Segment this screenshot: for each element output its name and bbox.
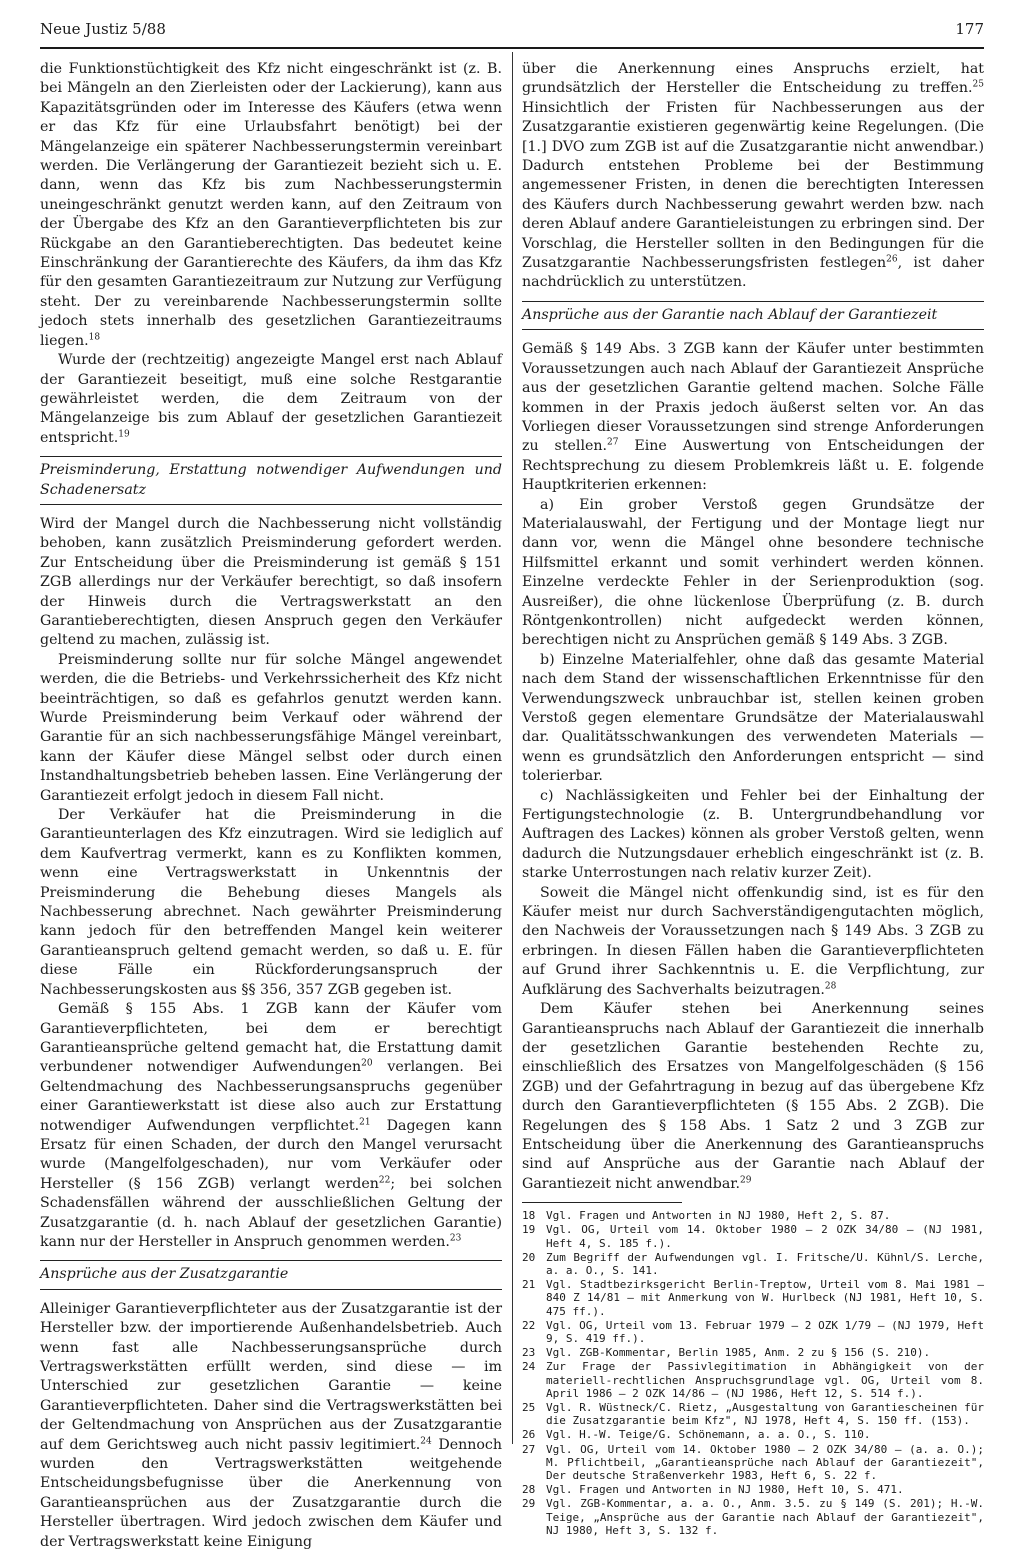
footnote-number: 21 — [522, 1278, 536, 1292]
footnote-ref[interactable]: 21 — [359, 1116, 371, 1127]
left-column — [40, 60, 502, 1552]
footnote-rule — [522, 1202, 682, 1203]
journal-title: Neue Justiz 5/88 — [40, 20, 166, 38]
footnote-number: 23 — [522, 1346, 536, 1360]
footnote-text: Zum Begriff der Aufwendungen vgl. I. Fritsche/U. Kühnl/S. Lerche, a. a. O., S. 141. — [546, 1250, 984, 1277]
footnote-number: 18 — [522, 1209, 536, 1223]
section-rule — [40, 456, 502, 457]
footnote-number: 24 — [522, 1360, 536, 1374]
paragraph: Der Verkäufer hat die Preisminderung in die Garantieunterlagen des Kfz einzutragen. Wird sie lediglich auf dem Kaufvertrag vermerkt, kann es zu Konflikten kommen, wenn eine Vertragswerkstatt in Unkenntnis der Preisminderung die Behebung dieses Mangels als Nachbesserung abrechnet. Nach gewährter Preisminderung kann jedoch für den betreffenden Mangel kein weiterer Garantieanspruch geltend gemacht werden, so daß u. E. für diese Fälle ein Rückforderungsanspruch der Nachbesserungskosten aus §§ 356, 357 ZGB gegeben ist. — [40, 807, 502, 998]
footnote-number: 26 — [522, 1428, 536, 1442]
section-heading: Ansprüche aus der Garantie nach Ablauf der Garantiezeit — [522, 306, 984, 330]
paragraph-text: über die Anerkennung eines Anspruchs erzielt, hat grundsätzlich der Hersteller die Entscheidung zu treffen. — [522, 61, 984, 97]
footnote — [522, 1483, 984, 1496]
paragraph-text: Alleiniger Garantieverpflichteter aus der Zusatzgarantie ist der Hersteller bzw. der importierende Außenhandelsbetrieb. Auch wenn fast alle Nachbesserungsansprüche durch Vertragswerkstätten erfüllt werden, sind diese — im Unterschied zur gesetzlichen Garantie — keine Garantieverpflichteten. Daher sind die Vertragswerkstätten bei der Geltendmachung von Ansprüchen aus der Zusatzgarantie auf dem Gerichtsweg auch nicht passiv legitimiert. — [40, 1300, 502, 1453]
section-rule — [522, 301, 984, 302]
footnote-text: Vgl. OG, Urteil vom 14. Oktober 1980 — 2 OZK 34/80 — (NJ 1981, Heft 4, S. 185 f.). — [546, 1223, 984, 1250]
footnote — [522, 1360, 984, 1400]
paragraph-text: Dem Käufer stehen bei Anerkennung seines Garantieanspruchs nach Ablauf der Garantiezeit die innerhalb der gesetzlichen Garantie bestehenden Rechte zu, einschließlich des Ersatzes von Mangelfolgeschäden (§ 156 ZGB) und der Gefahrtragung in bezug auf das übergebene Kfz durch den Garantieverpflichteten (§ 155 Abs. 2 ZGB). Die Regelungen des § 158 Abs. 1 Satz 2 und 3 ZGB zur Entscheidung über die Anerkennung des Garantieanspruchs sind auf Ansprüche aus der Garantie nach Ablauf der Garantiezeit nicht anwendbar. — [522, 1001, 984, 1192]
footnote-text: Vgl. R. Wüstneck/C. Rietz, „Ausgestaltung von Garantiescheinen für die Zusatzgarantie beim Kfz", NJ 1978, Heft 4, S. 150 ff. (153). — [546, 1401, 984, 1428]
footnote-number: 19 — [522, 1223, 536, 1237]
footnote-text: Vgl. ZGB-Kommentar, Berlin 1985, Anm. 2 zu § 156 (S. 210). — [546, 1346, 931, 1360]
footnote-ref[interactable]: 29 — [740, 1175, 752, 1186]
footnote-ref[interactable]: 25 — [972, 79, 984, 90]
footnote-text: Vgl. OG, Urteil vom 14. Oktober 1980 — 2 OZK 34/80 — (a. a. O.); M. Pflichtbeil, „Garantieansprüche nach Ablauf der Garantiezeit", Der deutsche Straßenverkehr 1983, Heft 6, S. 22 f. — [546, 1442, 984, 1483]
footnote-ref[interactable]: 23 — [449, 1233, 462, 1244]
footnote — [522, 1401, 984, 1427]
footnote-ref[interactable]: 19 — [118, 428, 130, 439]
column-divider — [512, 52, 513, 1444]
footnote — [522, 1209, 984, 1222]
paragraph-text: Dagegen kann Ersatz für einen Schaden, der durch den Mangel verursacht wurde (Mangelfolgeschaden), nur vom Verkäufer oder Hersteller (§ 156 ZGB) verlangt werden — [40, 1117, 502, 1192]
section-heading: Ansprüche aus der Zusatzgarantie — [40, 1265, 502, 1289]
footnote-text: Zur Frage der Passivlegitimation in Abhängigkeit von der materiell-rechtlichen Anspruchsgrundlage vgl. OG, Urteil vom 8. April 1986 — 2 OZK 14/86 — (NJ 1986, Heft 12, S. 514 f.). — [546, 1360, 984, 1400]
section-heading: Preisminderung, Erstattung notwendiger Aufwendungen und Schadenersatz — [40, 461, 502, 505]
footnote-ref[interactable]: 27 — [607, 437, 619, 448]
footnote-text: Vgl. Stadtbezirksgericht Berlin-Treptow, Urteil vom 8. Mai 1981 — 840 Z 14/81 — mit Anmerkung von W. Hurlbeck (NJ 1981, Heft 10, S. 475 ff.). — [546, 1278, 984, 1318]
paragraph-text: Gemäß § 155 Abs. 1 ZGB kann der Käufer vom Garantieverpflichteten, bei dem er berechtigt Garantieansprüche geltend gemacht hat, die Erstattung damit verbundener notwendiger Aufwendungen — [40, 1001, 502, 1076]
header-rule — [40, 47, 984, 49]
paragraph — [522, 340, 984, 495]
footnote — [522, 1443, 984, 1483]
paragraph — [40, 351, 502, 448]
paragraph-text: Gemäß § 149 Abs. 3 ZGB kann der Käufer unter bestimmten Voraussetzungen auch nach Ablauf der Garantiezeit Ansprüche aus der gesetzlichen Garantie geltend machen. Solche Fälle kommen in der Praxis jedoch äußerst selten vor. An das Vorliegen dieser Voraussetzungen sind strenge Anforderungen zu stellen. — [522, 341, 984, 455]
page-number: 177 — [955, 20, 984, 38]
footnote-ref[interactable]: 26 — [886, 254, 898, 265]
footnote-ref[interactable]: 18 — [88, 331, 101, 342]
footnote — [522, 1346, 984, 1359]
paragraph-text: Hinsichtlich der Fristen für Nachbesserungen aus der Zusatzgarantie existieren gegenwärtig keine Regelungen. (Die [1.] DVO zum ZGB ist auf die Zusatzgarantie nicht anwendbar.) Dadurch entstehen Probleme bei der Bestimmung angemessener Fristen, in denen die berechtigten Interessen des Käufers durch Nachbesserung gewahrt werden bzw. nach deren Ablauf andere Garantieleistungen zu erbringen sind. Der Vorschlag, die Hersteller sollten in den Bedingungen für die Zusatzgarantie Nachbesserungsfristen festlegen — [522, 99, 984, 272]
footnote-ref[interactable]: 22 — [378, 1175, 391, 1186]
footnote-number: 25 — [522, 1401, 536, 1414]
footnotes-list — [522, 1209, 984, 1537]
paragraph-text: verlangen. Bei Geltendmachung des Nachbesserungsanspruchs gegenüber einer Garantiewerkstatt ist diese also auch zur Erstattung notwendiger Aufwendungen verpflichtet. — [40, 1059, 502, 1134]
footnote-ref[interactable]: 20 — [361, 1058, 373, 1069]
paragraph — [40, 1300, 502, 1552]
footnote-text: Vgl. OG, Urteil vom 13. Februar 1979 — 2 OZK 1/79 — (NJ 1979, Heft 9, S. 419 ff.). — [546, 1318, 984, 1345]
footnote — [522, 1497, 984, 1537]
paragraph-text: Soweit die Mängel nicht offenkundig sind, ist es für den Käufer meist nur durch Sachverständigengutachten möglich, den Nachweis der Voraussetzungen nach § 149 Abs. 3 ZGB zu erbringen. In diesen Fällen haben die Garantieverpflichteten auf Grund ihrer Sachkenntnis u. E. die Verpflichtung, zur Aufklärung des Sachverhalts beizutragen. — [522, 884, 984, 998]
paragraph — [522, 60, 984, 293]
footnote — [522, 1223, 984, 1249]
paragraph-text: ; bei solchen Schadensfällen während der ausschließlichen Geltung der Zusatzgarantie (d. h. nach Ablauf der gesetzlichen Garantie) kann nur der Hersteller in Anspruch genommen werden. — [40, 1175, 503, 1250]
footnote-number: 20 — [522, 1250, 536, 1264]
paragraph — [522, 1000, 984, 1194]
section-rule — [40, 1260, 502, 1261]
paragraph — [522, 884, 984, 1000]
footnote-number: 28 — [522, 1483, 536, 1497]
footnote — [522, 1251, 984, 1277]
footnote-number: 29 — [522, 1497, 536, 1511]
footnote — [522, 1278, 984, 1318]
paragraph-text: Dennoch wurden den Vertragswerkstätten weitgehende Entscheidungsbefugnisse über die Anerkennung von Garantieansprüchen aus der Zusatzgarantie durch die Hersteller übertragen. Wird jedoch zwischen dem Käufer und der Vertragswerkstatt keine Einigung — [40, 1436, 502, 1550]
paragraph: Preisminderung sollte nur für solche Mängel angewendet werden, die die Betriebs- und Verkehrssicherheit des Kfz nicht beeinträchtigen, so daß es gefahrlos genutzt werden kann. Wurde Preisminderung beim Verkauf oder während der Garantie für an sich nachbesserungsfähige Mängel vereinbart, kann der Käufer diese Mängel selbst oder durch einen Instandhaltungsbetrieb beheben lassen. Eine Verlängerung der Garantiezeit erfolgt jedoch in diesem Fall nicht. — [40, 651, 502, 804]
paragraph — [40, 60, 502, 351]
criterion-a: a) Ein grober Verstoß gegen Grundsätze der Materialauswahl, der Fertigung und der Montage liegt nur dann vor, wenn die Mängel ohne besondere technische Hilfsmittel erkannt und somit verhindert werden können. Einzelne verdeckte Fehler in der Serienproduktion (sog. Ausreißer), die ohne lückenlose Überprüfung (z. B. durch Röntgenkontrollen) nicht aufgedeckt werden können, berechtigen nicht zu Ansprüchen gemäß § 149 Abs. 3 ZGB. — [522, 496, 984, 649]
paragraph: Wird der Mangel durch die Nachbesserung nicht vollständig behoben, kann zusätzlich Preisminderung gefordert werden. Zur Entscheidung über die Preisminderung ist gemäß § 151 ZGB allerdings nur der Verkäufer berechtigt, so daß insofern der Hinweis durch die Vertragswerkstatt an den Garantieberechtigten, diesen Anspruch gegen den Verkäufer geltend zu machen, zulässig ist. — [40, 515, 502, 649]
footnote-ref[interactable]: 24 — [420, 1435, 432, 1446]
footnote-number: 27 — [522, 1442, 536, 1456]
paragraph-text: Eine Auswertung von Entscheidungen der Rechtsprechung zu diesem Problemkreis läßt u. E. folgende Hauptkriterien erkennen: — [522, 438, 984, 494]
page-header — [40, 20, 984, 50]
footnote-text: Vgl. ZGB-Kommentar, a. a. O., Anm. 3.5. zu § 149 (S. 201); H.-W. Teige, „Ansprüche aus der Garantie nach Ablauf der Garantiezeit", NJ 1980, Heft 3, S. 132 f. — [546, 1497, 984, 1537]
footnote-text: Vgl. Fragen und Antworten in NJ 1980, Heft 2, S. 87. — [546, 1209, 891, 1223]
footnote-number: 22 — [522, 1318, 536, 1332]
paragraph — [40, 1000, 502, 1252]
footnote-ref[interactable]: 28 — [824, 980, 837, 991]
paragraph-text: Wurde der (rechtzeitig) angezeigte Mangel erst nach Ablauf der Garantiezeit beseitigt, muß eine solche Restgarantie gewährleistet werden, die dem Zeitraum von der Mängelanzeige bis zum Ablauf der gesetzlichen Garantiezeit entspricht. — [40, 352, 502, 446]
footnote-text: Vgl. H.-W. Teige/G. Schönemann, a. a. O., S. 110. — [546, 1428, 871, 1442]
footnote — [522, 1428, 984, 1441]
footnote-text: Vgl. Fragen und Antworten in NJ 1980, Heft 10, S. 471. — [546, 1483, 904, 1497]
criterion-c: c) Nachlässigkeiten und Fehler bei der Einhaltung der Fertigungstechnologie (z. B. Untergrundbehandlung vor Auftragen des Lackes) können als grober Verstoß gelten, wenn dadurch die Nutzungsdauer erheblich eingeschränkt ist (z. B. starke Unterrostungen nach relativ kurzer Zeit). — [522, 787, 984, 882]
right-column — [522, 60, 984, 1538]
paragraph-text: , ist daher nachdrücklich zu unterstützen. — [522, 255, 985, 291]
criterion-b: b) Einzelne Materialfehler, ohne daß das gesamte Material nach dem Stand der wissenschaftlichen Erkenntnisse für den Verwendungszweck unbrauchbar ist, stellen keinen groben Verstoß gegen elementare Grundsätze der Materialauswahl dar. Qualitätsschwankungen des verwendeten Materials — wenn es grundsätzlich den Anforderungen entspricht — sind tolerierbar. — [522, 651, 984, 785]
paragraph-text: die Funktionstüchtigkeit des Kfz nicht eingeschränkt ist (z. B. bei Mängeln an den Zierleisten oder der Lackierung), kann aus Kapazitätsgründen oder im Interesse des Käufers (etwa wenn er das Kfz für eine Urlaubsfahrt benötigt) bei der Mängelanzeige ein späterer Nachbesserungstermin vereinbart werden. Die Verlängerung der Garantiezeit bezieht sich u. E. dann, wenn das Kfz bis zum Nachbesserungstermin uneingeschränkt genutzt werden kann, auf den Zeitraum von der Übergabe des Kfz an den Garantieverpflichteten bis zur Rückgabe an den Garantieberechtigten. Das bedeutet keine Einschränkung der Garantierechte des Käufers, da ihm das Kfz für den gesamten Garantiezeitraum zur Nutzung zur Verfügung steht. Der zu vereinbarende Nachbesserungstermin sollte jedoch stets innerhalb des gesetzlichen Garantiezeitraums liegen. — [40, 61, 502, 349]
footnote — [522, 1319, 984, 1345]
